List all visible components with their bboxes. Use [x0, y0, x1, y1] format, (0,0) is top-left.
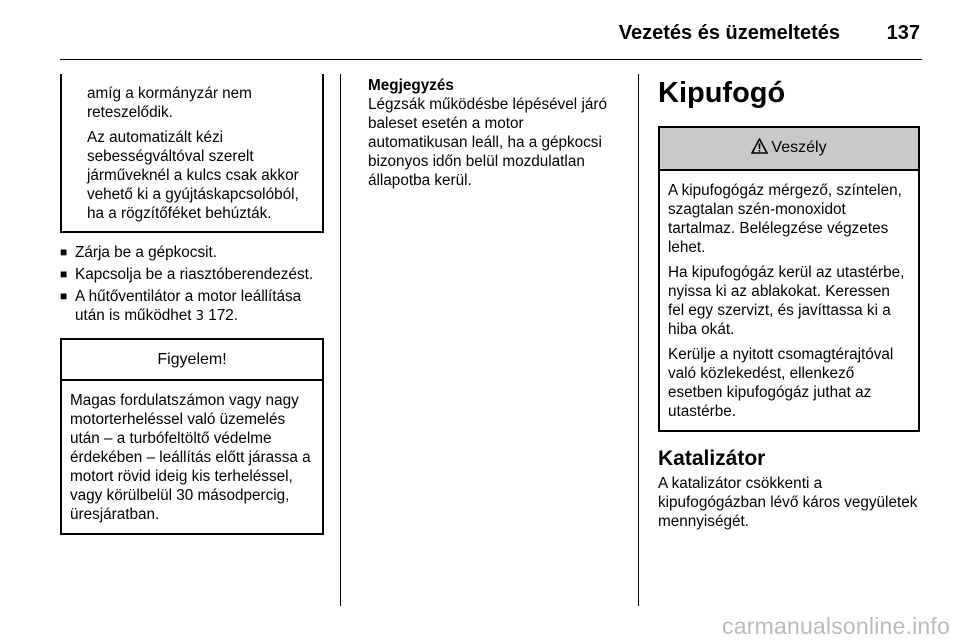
column-divider-1 — [340, 74, 341, 606]
page-number: 137 — [886, 22, 920, 44]
list-item: ■ A hűtőventilátor a motor leállítása után is működhet 3 172. — [60, 288, 302, 324]
page-ref-link[interactable]: 172. — [208, 307, 239, 324]
continued-note-line-2: Az automatizált kézi sebességváltóval szerelt járműveknél a kulcs csak akkor vehető ki a gyújtáskapcsolóból, ha a rögzítőféket behúzták. — [87, 129, 299, 222]
page-ref-icon: 3 — [195, 309, 205, 324]
danger-text-2: Ha kipufogógáz kerül az utastérbe, nyissa ki az ablakokat. Keressen fel egy szervizt, és javíttassa ki a hiba okát. — [668, 264, 905, 338]
attention-text: Magas fordulatszámon vagy nagy motorterheléssel való üzemelés után – a turbófeltöltő védelme érdekében – leállítás előtt járassa a motort rövid ideig kis terheléssel, vagy körülbelül 30 másodpercig, üresjáratban. — [70, 392, 311, 523]
danger-title: Veszély — [771, 139, 827, 156]
attention-title: Figyelem! — [62, 340, 322, 381]
danger-header — [660, 128, 918, 171]
heading-exhaust: Kipufogó — [658, 77, 786, 109]
column-2 — [368, 77, 622, 190]
continued-note-box — [60, 74, 324, 233]
watermark: carmanualsonline.info — [722, 613, 950, 639]
catalyst-text: A katalizátor csökkenti a kipufogógázban lévő káros vegyületek mennyiségét. — [658, 475, 918, 530]
danger-text-3: Kerülje a nyitott csomagtérajtóval való közlekedést, ellenkező esetben kipufogógáz juthat az utastérbe. — [668, 346, 894, 420]
page-header — [60, 0, 922, 60]
heading-catalyst: Katalizátor — [658, 447, 766, 470]
note-text: Légzsák működésbe lépésével járó baleset esetén a motor automatikusan leáll, ha a gépkocsi bizonyos időn belül mozdulatlan állapotba kerül. — [368, 96, 607, 189]
column-divider-2 — [638, 74, 639, 606]
warning-triangle-icon — [751, 138, 768, 160]
danger-box — [658, 126, 920, 432]
bullet-square-icon: ■ — [60, 267, 68, 281]
danger-text-1: A kipufogógáz mérgező, színtelen, szagtalan szén-monoxidot tartalmaz. Belélegzése végzetes lehet. — [668, 182, 902, 256]
continued-note-line-1: amíg a kormányzár nem reteszelődik. — [87, 85, 252, 121]
bullet-square-icon: ■ — [60, 245, 68, 259]
list-item: ■ Zárja be a gépkocsit. — [60, 244, 217, 261]
column-3 — [658, 74, 920, 531]
note-title: Megjegyzés — [368, 77, 454, 94]
bullet-square-icon: ■ — [60, 289, 68, 303]
list-item: ■ Kapcsolja be a riasztóberendezést. — [60, 266, 314, 283]
column-1 — [60, 74, 324, 535]
steps-list — [60, 243, 324, 326]
section-title: Vezetés és üzemeltetés — [618, 22, 840, 44]
attention-box — [60, 338, 324, 535]
